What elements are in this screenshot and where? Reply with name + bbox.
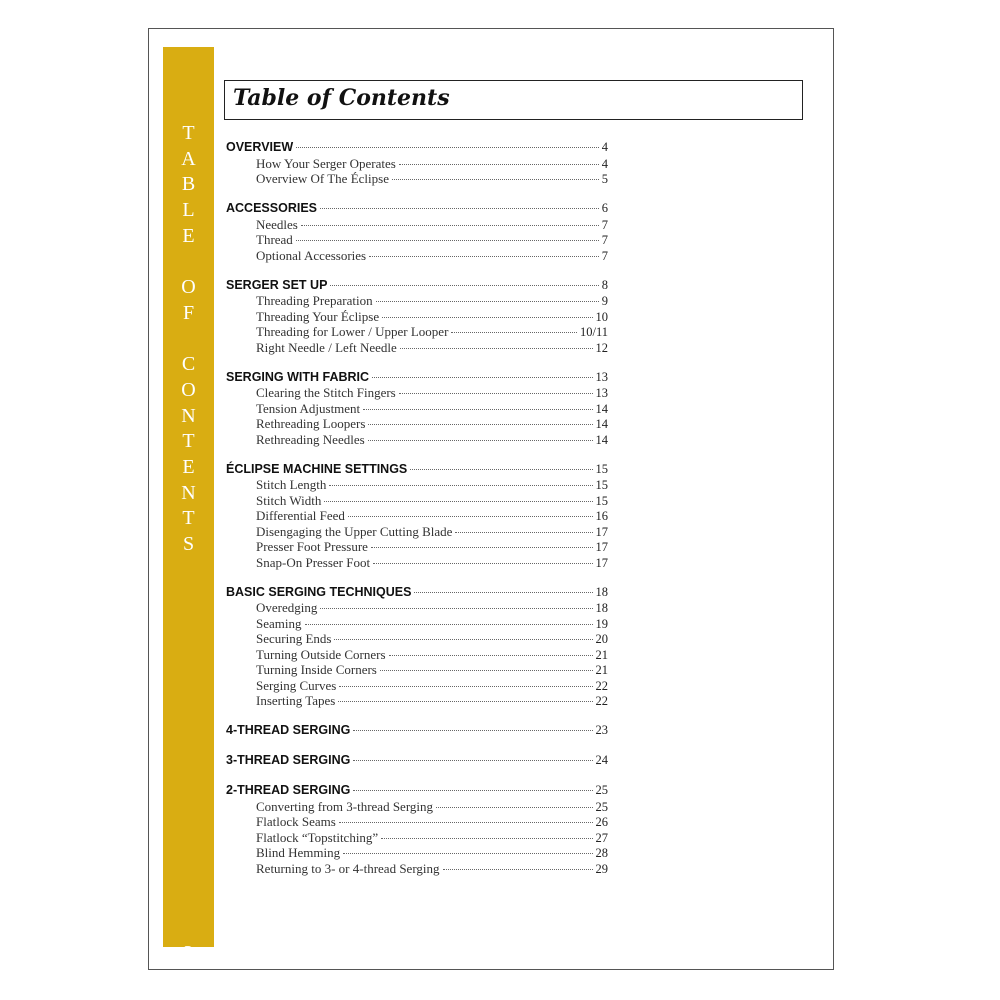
dot-leader [376,301,599,302]
toc-entry[interactable] [226,814,608,830]
sidebar-title-letter: L [182,199,195,222]
dot-leader [443,869,593,870]
toc-section-heading-page-number: 18 [595,584,608,599]
dot-leader [353,790,592,791]
dot-leader [368,440,593,441]
toc-entry[interactable] [226,385,608,401]
sidebar-title-letter: N [181,404,196,427]
toc-entry-label: Seaming [256,615,302,631]
toc-section [226,462,608,571]
toc-section-heading-label: SERGING WITH FABRIC [226,369,370,384]
toc-entry[interactable] [226,616,608,632]
toc-section-heading-label: 2-THREAD SERGING [226,783,351,797]
toc-entry[interactable] [226,524,608,540]
toc-entry-page-number: 12 [595,340,608,355]
toc-section-heading[interactable] [226,201,608,217]
dot-leader [301,225,599,226]
toc-section [226,278,608,356]
dot-leader [338,701,592,702]
toc-entry-label: Threading for Lower / Upper Looper [256,324,449,339]
dot-leader [296,240,599,241]
dot-leader [343,853,592,854]
dot-leader [400,348,593,349]
toc-section-heading-page-number: 24 [595,753,608,767]
sidebar-tab [163,47,214,964]
dot-leader [455,532,592,533]
toc-entry-page-number: 27 [595,830,608,845]
dot-leader [324,501,592,502]
toc-section-heading[interactable] [226,753,608,769]
toc-section-heading[interactable] [226,140,608,156]
toc-entry-label: Rethreading Needles [256,431,365,447]
toc-entry[interactable] [226,555,608,571]
toc-section [226,370,608,448]
toc-entry-label: Tension Adjustment [256,400,361,416]
toc-entry[interactable] [226,493,608,509]
toc-entry-label: Turning Outside Corners [256,646,386,662]
toc-entry-page-number: 9 [601,294,608,308]
dot-leader [436,807,592,808]
sidebar-title-letter: C [181,353,196,376]
toc-entry-page-number: 25 [595,799,608,814]
dot-leader [389,655,593,656]
toc-entry-page-number: 10 [595,309,608,324]
sidebar-title-letter: E [182,224,195,247]
toc-entry-label: Optional Accessories [256,247,367,263]
toc-entry-label: Returning to 3- or 4-thread Serging [256,860,440,876]
toc-entry-label: Threading Your Éclipse [256,308,380,324]
toc-entry[interactable] [226,799,608,815]
sidebar-title-letter: T [182,507,195,530]
toc-entry-page-number: 21 [595,663,608,677]
sidebar-title-letter: A [181,147,196,170]
sidebar-title-letter [186,249,191,275]
dot-leader [334,639,592,640]
sidebar-title-letter: S [182,533,195,555]
toc-section-heading[interactable] [226,723,608,739]
dot-leader [381,838,592,839]
toc-entry-page-number: 14 [595,401,608,416]
dot-leader [305,624,593,625]
toc-entry[interactable] [226,171,608,187]
toc-entry-label: Overview Of The Éclipse [256,171,389,186]
dot-leader [339,686,592,687]
toc-entry[interactable] [226,647,608,663]
toc-entry-page-number: 16 [595,509,608,523]
toc-entry-page-number: 29 [595,861,608,876]
toc-entry-page-number: 21 [595,647,608,662]
sidebar-title-letter: E [182,455,195,478]
toc-section [226,723,608,739]
dot-leader [414,592,592,593]
toc-entry-label: Securing Ends [256,631,332,646]
toc-section-heading-page-number: 4 [601,140,608,154]
toc-entry-page-number: 22 [595,678,608,693]
toc-section-heading[interactable] [226,370,608,386]
toc-entry[interactable] [226,401,608,417]
toc-entry-label: Needles [256,216,298,232]
dot-leader [451,332,577,333]
toc-entry-label: Overedging [256,600,318,615]
toc-entry[interactable] [226,248,608,264]
dot-leader [369,256,599,257]
toc-section [226,201,608,263]
table-of-contents [226,140,608,891]
dot-leader [382,317,592,318]
toc-section-heading-label: OVERVIEW [226,140,294,154]
toc-entry-label: Snap-On Presser Foot [256,554,371,570]
sidebar-vertical-title [163,121,214,558]
sidebar-title-letter: F [182,301,195,324]
toc-entry-page-number: 7 [601,233,608,247]
toc-section-heading-label: 3-THREAD SERGING [226,753,351,767]
toc-entry-label: Disengaging the Upper Cutting Blade [256,523,453,539]
toc-entry-page-number: 20 [595,632,608,646]
toc-entry-label: Right Needle / Left Needle [256,339,397,355]
toc-entry[interactable] [226,631,608,647]
toc-entry-label: Presser Foot Pressure [256,539,368,554]
toc-section-heading-label: ACCESSORIES [226,201,317,215]
dot-leader [373,563,592,564]
toc-entry[interactable] [226,830,608,846]
toc-entry[interactable] [226,340,608,356]
toc-entry-label: Rethreading Loopers [256,416,366,431]
toc-entry[interactable] [226,845,608,861]
dot-leader [339,822,593,823]
dot-leader [363,409,592,410]
toc-entry-page-number: 5 [601,172,608,186]
dot-leader [399,164,599,165]
toc-entry-page-number: 10/11 [579,325,608,339]
dot-leader [329,485,592,486]
toc-entry-page-number: 14 [595,417,608,431]
toc-section [226,585,608,709]
toc-section-heading-page-number: 25 [595,783,608,797]
toc-section-heading-page-number: 15 [595,461,608,476]
toc-entry-page-number: 17 [595,524,608,539]
toc-entry-page-number: 13 [595,386,608,400]
dot-leader [296,147,599,148]
toc-entry-label: Turning Inside Corners [256,662,377,677]
toc-entry[interactable] [226,861,608,877]
toc-entry-label: Threading Preparation [256,293,373,308]
toc-entry-label: Flatlock Seams [256,814,336,829]
toc-entry-label: Clearing the Stitch Fingers [256,385,396,400]
toc-entry[interactable] [226,678,608,694]
sidebar-title-letter [186,327,191,353]
toc-entry-page-number: 19 [595,616,608,631]
toc-entry-page-number: 17 [595,540,608,554]
toc-section-heading-label: SERGER SET UP [226,277,328,292]
toc-entry[interactable] [226,416,608,432]
toc-entry-label: Blind Hemming [256,845,341,860]
dot-leader [368,424,592,425]
toc-entry[interactable] [226,309,608,325]
toc-entry[interactable] [226,432,608,448]
toc-section-heading[interactable] [226,462,608,478]
toc-entry-label: How Your Serger Operates [256,155,396,171]
toc-section-heading-label: BASIC SERGING TECHNIQUES [226,584,412,599]
toc-section-heading-page-number: 23 [595,723,608,737]
toc-entry[interactable] [226,217,608,233]
toc-section-heading-page-number: 6 [601,201,608,215]
toc-entry[interactable] [226,508,608,524]
toc-entry[interactable] [226,662,608,678]
toc-section-heading[interactable] [226,783,608,799]
toc-section [226,753,608,769]
toc-entry[interactable] [226,293,608,309]
toc-entry-page-number: 14 [595,432,608,447]
toc-entry[interactable] [226,539,608,555]
dot-leader [410,469,592,470]
toc-entry-label: Serging Curves [256,677,337,693]
toc-entry-label: Differential Feed [256,508,345,523]
dot-leader [399,393,593,394]
toc-section [226,140,608,187]
toc-entry-label: Inserting Tapes [256,693,336,708]
toc-entry-page-number: 17 [595,555,608,570]
toc-entry[interactable] [226,232,608,248]
toc-entry[interactable] [226,600,608,616]
dot-leader [330,285,598,286]
toc-entry-page-number: 15 [595,493,608,508]
toc-section-heading-label: ÉCLIPSE MACHINE SETTINGS [226,461,408,476]
toc-section [226,783,608,876]
sidebar-title-letter: B [181,173,196,196]
toc-entry-page-number: 15 [595,478,608,492]
title-box [224,80,803,120]
sidebar-title-letter: T [182,122,195,144]
toc-entry-page-number: 7 [601,217,608,232]
sidebar-title-letter: O [181,378,196,401]
dot-leader [320,208,599,209]
dot-leader [371,547,593,548]
dot-leader [320,608,592,609]
dot-leader [392,179,599,180]
dot-leader [348,516,593,517]
sidebar-title-letter: N [181,481,196,504]
toc-entry-page-number: 22 [595,694,608,708]
toc-section-heading-label: 4-THREAD SERGING [226,723,351,737]
toc-entry-label: Flatlock “Topstitching” [256,829,379,845]
toc-entry-label: Thread [256,232,293,247]
sidebar-title-letter: O [181,276,196,299]
toc-entry-page-number: 18 [595,601,608,615]
toc-entry-label: Converting from 3-thread Serging [256,798,434,814]
dot-leader [372,377,592,378]
toc-section-heading-page-number: 8 [601,277,608,292]
toc-entry-page-number: 4 [601,156,608,171]
toc-entry[interactable] [226,324,608,340]
sidebar-title-letter: T [182,430,195,453]
toc-entry-label: Stitch Width [256,492,322,508]
dot-leader [380,670,593,671]
toc-entry-label: Stitch Length [256,477,327,492]
toc-entry-page-number: 28 [595,846,608,860]
page-number: 2 [183,942,194,964]
toc-entry-page-number: 7 [601,248,608,263]
toc-section-heading-page-number: 13 [595,369,608,384]
toc-section-heading[interactable] [226,278,608,294]
toc-entry[interactable] [226,693,608,709]
page-title: Table of Contents [233,85,450,111]
dot-leader [353,760,592,761]
toc-entry[interactable] [226,477,608,493]
toc-entry[interactable] [226,156,608,172]
toc-entry-page-number: 26 [595,815,608,829]
toc-section-heading[interactable] [226,585,608,601]
dot-leader [353,730,592,731]
